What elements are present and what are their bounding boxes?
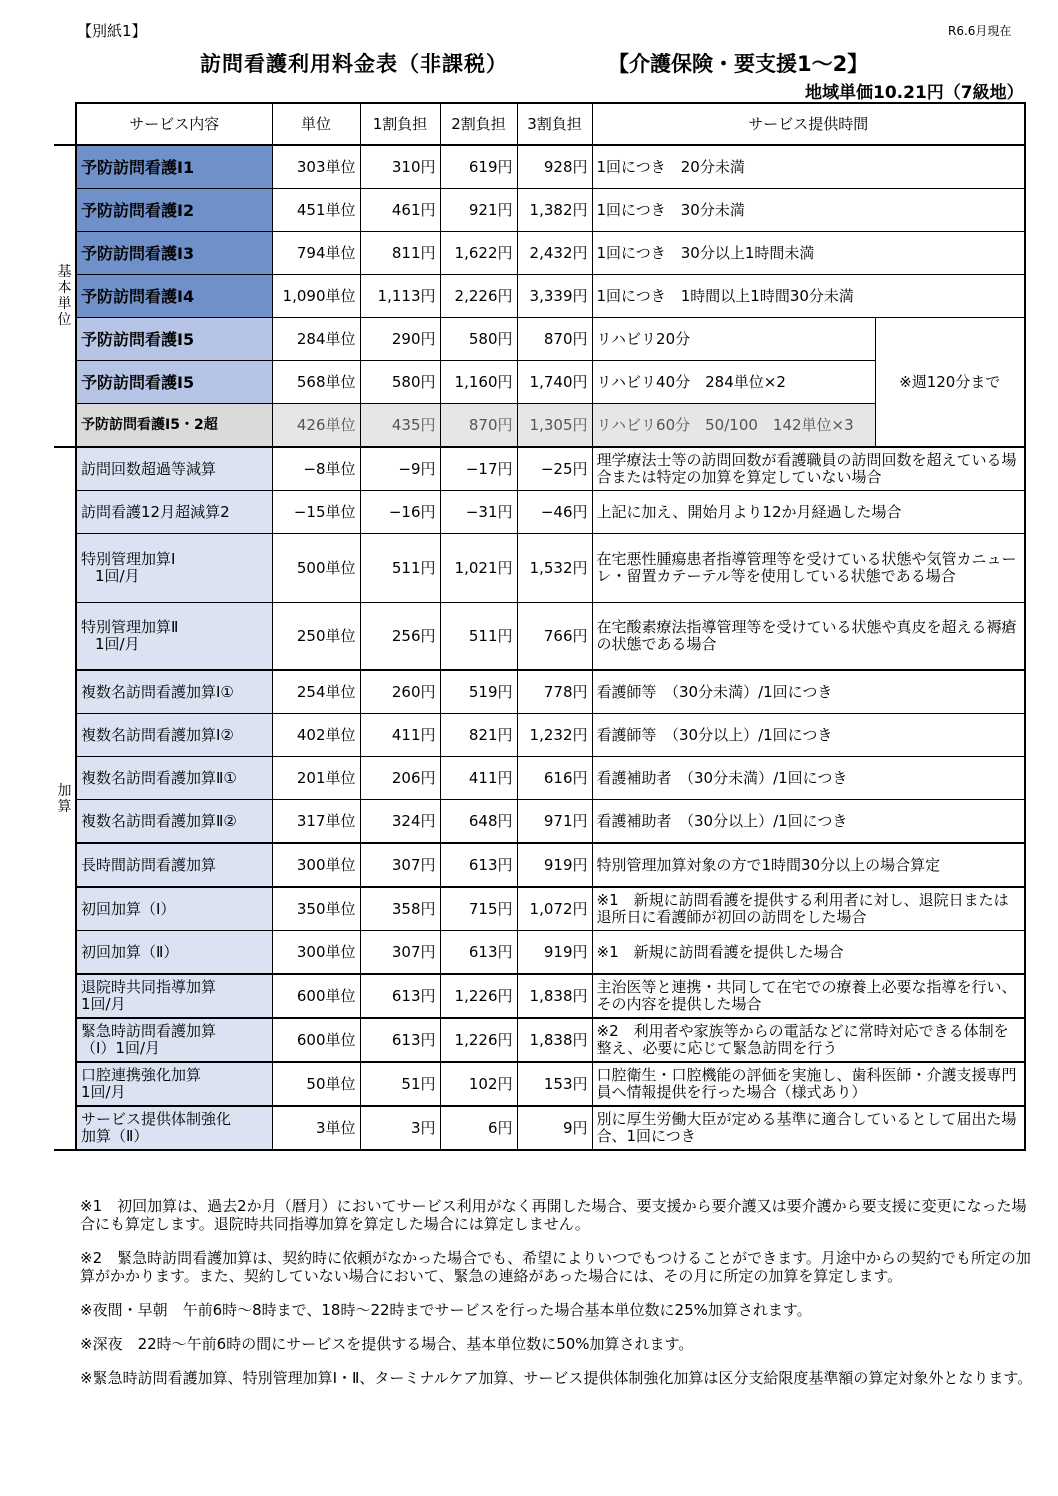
price-20: 613円 — [440, 931, 517, 975]
service-name: 予防訪問看護Ⅰ3 — [76, 232, 272, 275]
units: 600単位 — [272, 974, 360, 1018]
service-name: 予防訪問看護Ⅰ2 — [76, 189, 272, 232]
units: 254単位 — [272, 670, 360, 714]
table-row — [54, 931, 1025, 975]
price-20: 613円 — [440, 843, 517, 887]
price-10: 324円 — [360, 800, 440, 844]
table-header-row — [54, 103, 1025, 145]
price-10: 358円 — [360, 887, 440, 931]
price-30: 1,740円 — [517, 361, 592, 404]
table-row — [54, 232, 1025, 275]
attachment-tag: 【別紙1】 — [77, 22, 147, 40]
service-name: 予防訪問看護Ⅰ5 — [76, 318, 272, 361]
price-20: −31円 — [440, 491, 517, 534]
price-30: −46円 — [517, 491, 592, 534]
price-10: −16円 — [360, 491, 440, 534]
col-20pct: 2割負担 — [440, 103, 517, 145]
price-10: 307円 — [360, 931, 440, 975]
price-10: 511円 — [360, 534, 440, 603]
price-10: 307円 — [360, 843, 440, 887]
note-2: ※2 緊急時訪問看護加算は、契約時に依頼がなかった場合でも、希望によりいつでもつけることができます。月途中からの契約でも所定の加算がかかります。また、契約していない場合において、緊急の連絡があった場合には、その月に所定の加算を算定します。 — [80, 1249, 1031, 1285]
col-units: 単位 — [272, 103, 360, 145]
service-name: 初回加算（Ⅱ） — [76, 931, 272, 975]
units: 568単位 — [272, 361, 360, 404]
units: −8単位 — [272, 447, 360, 491]
price-10: 613円 — [360, 1018, 440, 1062]
units: 451単位 — [272, 189, 360, 232]
service-name: 退院時共同指導加算 1回/月 — [76, 974, 272, 1018]
service-name: 訪問回数超過等減算 — [76, 447, 272, 491]
price-20: 1,226円 — [440, 974, 517, 1018]
service-time: 1回につき 1時間以上1時間30分未満 — [592, 275, 1025, 318]
price-20: 1,160円 — [440, 361, 517, 404]
service-name: 複数名訪問看護加算Ⅱ② — [76, 800, 272, 844]
table-row — [54, 974, 1025, 1018]
price-20: 1,622円 — [440, 232, 517, 275]
col-10pct: 1割負担 — [360, 103, 440, 145]
units: 794単位 — [272, 232, 360, 275]
units: 3単位 — [272, 1106, 360, 1150]
price-30: 1,232円 — [517, 714, 592, 757]
price-10: 580円 — [360, 361, 440, 404]
service-name: 長時間訪問看護加算 — [76, 843, 272, 887]
price-30: 1,532円 — [517, 534, 592, 603]
table-row — [54, 318, 1025, 361]
price-30: 766円 — [517, 603, 592, 671]
service-name: 予防訪問看護Ⅰ1 — [76, 145, 272, 189]
service-time: 特別管理加算対象の方で1時間30分以上の場合算定 — [592, 843, 1025, 887]
rehab-limit-note: ※週120分まで — [875, 318, 1025, 448]
as-of-date: R6.6月現在 — [948, 24, 1012, 38]
price-20: −17円 — [440, 447, 517, 491]
price-20: 411円 — [440, 757, 517, 800]
footnotes — [80, 1197, 1040, 1403]
price-20: 821円 — [440, 714, 517, 757]
service-name: 口腔連携強化加算 1回/月 — [76, 1062, 272, 1106]
note-latenight: ※深夜 22時～午前6時の間にサービスを提供する場合、基本単位数に50%加算されます。 — [80, 1335, 694, 1353]
table-row — [54, 887, 1025, 931]
price-10: 811円 — [360, 232, 440, 275]
price-10: 206円 — [360, 757, 440, 800]
table-row — [54, 757, 1025, 800]
service-time: リハビリ40分 284単位×2 — [592, 361, 875, 404]
table-row — [54, 670, 1025, 714]
price-20: 6円 — [440, 1106, 517, 1150]
section-basic: 基本単位 — [54, 145, 76, 447]
service-time: リハビリ60分 50/100 142単位×3 — [592, 404, 875, 448]
price-30: −25円 — [517, 447, 592, 491]
service-name: 特別管理加算Ⅰ 1回/月 — [76, 534, 272, 603]
service-name: 複数名訪問看護加算Ⅱ① — [76, 757, 272, 800]
service-time: ※2 利用者や家族等からの電話などに常時対応できる体制を整え、必要に応じて緊急訪問を行う — [592, 1018, 1025, 1062]
service-name: 初回加算（Ⅰ） — [76, 887, 272, 931]
service-name: 予防訪問看護Ⅰ5・2超 — [76, 404, 272, 448]
table-row — [54, 1018, 1025, 1062]
price-20: 1,226円 — [440, 1018, 517, 1062]
page-subtitle: 【介護保険・要支援1～2】 — [608, 52, 869, 76]
service-name: サービス提供体制強化 加算（Ⅱ） — [76, 1106, 272, 1150]
service-time: ※1 新規に訪問看護を提供した場合 — [592, 931, 1025, 975]
table-row — [54, 447, 1025, 491]
price-10: 1,113円 — [360, 275, 440, 318]
units: 426単位 — [272, 404, 360, 448]
note-exclusion: ※緊急時訪問看護加算、特別管理加算Ⅰ・Ⅱ、ターミナルケア加算、サービス提供体制強化加算は区分支給限度基準額の算定対象外となります。 — [80, 1369, 1033, 1387]
units: 300単位 — [272, 843, 360, 887]
service-name: 訪問看護12月超減算2 — [76, 491, 272, 534]
service-time: 在宅酸素療法指導管理等を受けている状態や真皮を超える褥瘡の状態である場合 — [592, 603, 1025, 671]
price-20: 519円 — [440, 670, 517, 714]
units: 402単位 — [272, 714, 360, 757]
price-30: 919円 — [517, 931, 592, 975]
price-20: 511円 — [440, 603, 517, 671]
price-10: 613円 — [360, 974, 440, 1018]
price-20: 648円 — [440, 800, 517, 844]
table-row — [54, 1106, 1025, 1150]
price-10: 435円 — [360, 404, 440, 448]
service-time: 理学療法士等の訪問回数が看護職員の訪問回数を超えている場合または特定の加算を算定していない場合 — [592, 447, 1025, 491]
service-time: 看護補助者 （30分以上）/1回につき — [592, 800, 1025, 844]
price-10: 256円 — [360, 603, 440, 671]
price-30: 153円 — [517, 1062, 592, 1106]
price-10: 51円 — [360, 1062, 440, 1106]
service-time: 看護補助者 （30分未満）/1回につき — [592, 757, 1025, 800]
price-30: 919円 — [517, 843, 592, 887]
table-row — [54, 275, 1025, 318]
units: 500単位 — [272, 534, 360, 603]
price-30: 1,838円 — [517, 1018, 592, 1062]
price-30: 778円 — [517, 670, 592, 714]
service-time: 上記に加え、開始月より12か月経過した場合 — [592, 491, 1025, 534]
service-name: 特別管理加算Ⅱ 1回/月 — [76, 603, 272, 671]
price-20: 715円 — [440, 887, 517, 931]
table-row — [54, 603, 1025, 671]
table-row — [54, 843, 1025, 887]
units: 201単位 — [272, 757, 360, 800]
price-30: 2,432円 — [517, 232, 592, 275]
note-night: ※夜間・早朝 午前6時～8時まで、18時～22時までサービスを行った場合基本単位数に25%加算されます。 — [80, 1301, 812, 1319]
units: 350単位 — [272, 887, 360, 931]
table-row — [54, 1062, 1025, 1106]
header-blank — [54, 103, 76, 145]
service-time: 看護師等 （30分未満）/1回につき — [592, 670, 1025, 714]
service-time: 主治医等と連携・共同して在宅での療養上必要な指導を行い、その内容を提供した場合 — [592, 974, 1025, 1018]
price-10: 3円 — [360, 1106, 440, 1150]
price-20: 580円 — [440, 318, 517, 361]
units: 600単位 — [272, 1018, 360, 1062]
price-10: 260円 — [360, 670, 440, 714]
price-20: 102円 — [440, 1062, 517, 1106]
price-30: 1,305円 — [517, 404, 592, 448]
service-time: 在宅悪性腫瘍患者指導管理等を受けている状態や気管カニューレ・留置カテーテル等を使用している状態である場合 — [592, 534, 1025, 603]
col-time: サービス提供時間 — [592, 103, 1025, 145]
price-30: 928円 — [517, 145, 592, 189]
table-row — [54, 145, 1025, 189]
note-1: ※1 初回加算は、過去2か月（暦月）においてサービス利用がなく再開した場合、要支援から要介護又は要介護から要支援に変更になった場合にも算定します。退院時共同指導加算を算定した場合には算定しません。 — [80, 1197, 1027, 1233]
price-30: 9円 — [517, 1106, 592, 1150]
units: 250単位 — [272, 603, 360, 671]
units: 303単位 — [272, 145, 360, 189]
table-row — [54, 491, 1025, 534]
service-time: リハビリ20分 — [592, 318, 875, 361]
service-name: 複数名訪問看護加算Ⅰ② — [76, 714, 272, 757]
price-30: 1,382円 — [517, 189, 592, 232]
units: 50単位 — [272, 1062, 360, 1106]
price-30: 616円 — [517, 757, 592, 800]
price-20: 2,226円 — [440, 275, 517, 318]
price-20: 619円 — [440, 145, 517, 189]
price-10: 461円 — [360, 189, 440, 232]
units: −15単位 — [272, 491, 360, 534]
service-time: 看護師等 （30分以上）/1回につき — [592, 714, 1025, 757]
col-service: サービス内容 — [76, 103, 272, 145]
table-row — [54, 714, 1025, 757]
service-time: 口腔衛生・口腔機能の評価を実施し、歯科医師・介護支援専門員へ情報提供を行った場合（様式あり） — [592, 1062, 1025, 1106]
service-time: 1回につき 30分未満 — [592, 189, 1025, 232]
price-30: 971円 — [517, 800, 592, 844]
price-10: 310円 — [360, 145, 440, 189]
price-30: 1,072円 — [517, 887, 592, 931]
price-20: 1,021円 — [440, 534, 517, 603]
service-name: 予防訪問看護Ⅰ4 — [76, 275, 272, 318]
service-time: 別に厚生労働大臣が定める基準に適合しているとして届出た場合、1回につき — [592, 1106, 1025, 1150]
units: 300単位 — [272, 931, 360, 975]
regional-unit-price: 地域単価10.21円（7級地） — [805, 83, 1024, 103]
service-time: 1回につき 30分以上1時間未満 — [592, 232, 1025, 275]
price-10: 411円 — [360, 714, 440, 757]
service-name: 緊急時訪問看護加算 （Ⅰ）1回/月 — [76, 1018, 272, 1062]
price-30: 3,339円 — [517, 275, 592, 318]
service-time: 1回につき 20分未満 — [592, 145, 1025, 189]
fee-table — [54, 102, 1026, 1151]
service-name: 複数名訪問看護加算Ⅰ① — [76, 670, 272, 714]
price-20: 921円 — [440, 189, 517, 232]
price-20: 870円 — [440, 404, 517, 448]
price-10: −9円 — [360, 447, 440, 491]
price-30: 1,838円 — [517, 974, 592, 1018]
table-row — [54, 800, 1025, 844]
price-10: 290円 — [360, 318, 440, 361]
price-30: 870円 — [517, 318, 592, 361]
table-row — [54, 534, 1025, 603]
service-name: 予防訪問看護Ⅰ5 — [76, 361, 272, 404]
table-row — [54, 189, 1025, 232]
service-time: ※1 新規に訪問看護を提供する利用者に対し、退院日または退所日に看護師が初回の訪問をした場合 — [592, 887, 1025, 931]
units: 1,090単位 — [272, 275, 360, 318]
units: 317単位 — [272, 800, 360, 844]
page-title: 訪問看護利用料金表（非課税） — [200, 52, 508, 76]
units: 284単位 — [272, 318, 360, 361]
section-addition: 加算 — [54, 447, 76, 1150]
col-30pct: 3割負担 — [517, 103, 592, 145]
